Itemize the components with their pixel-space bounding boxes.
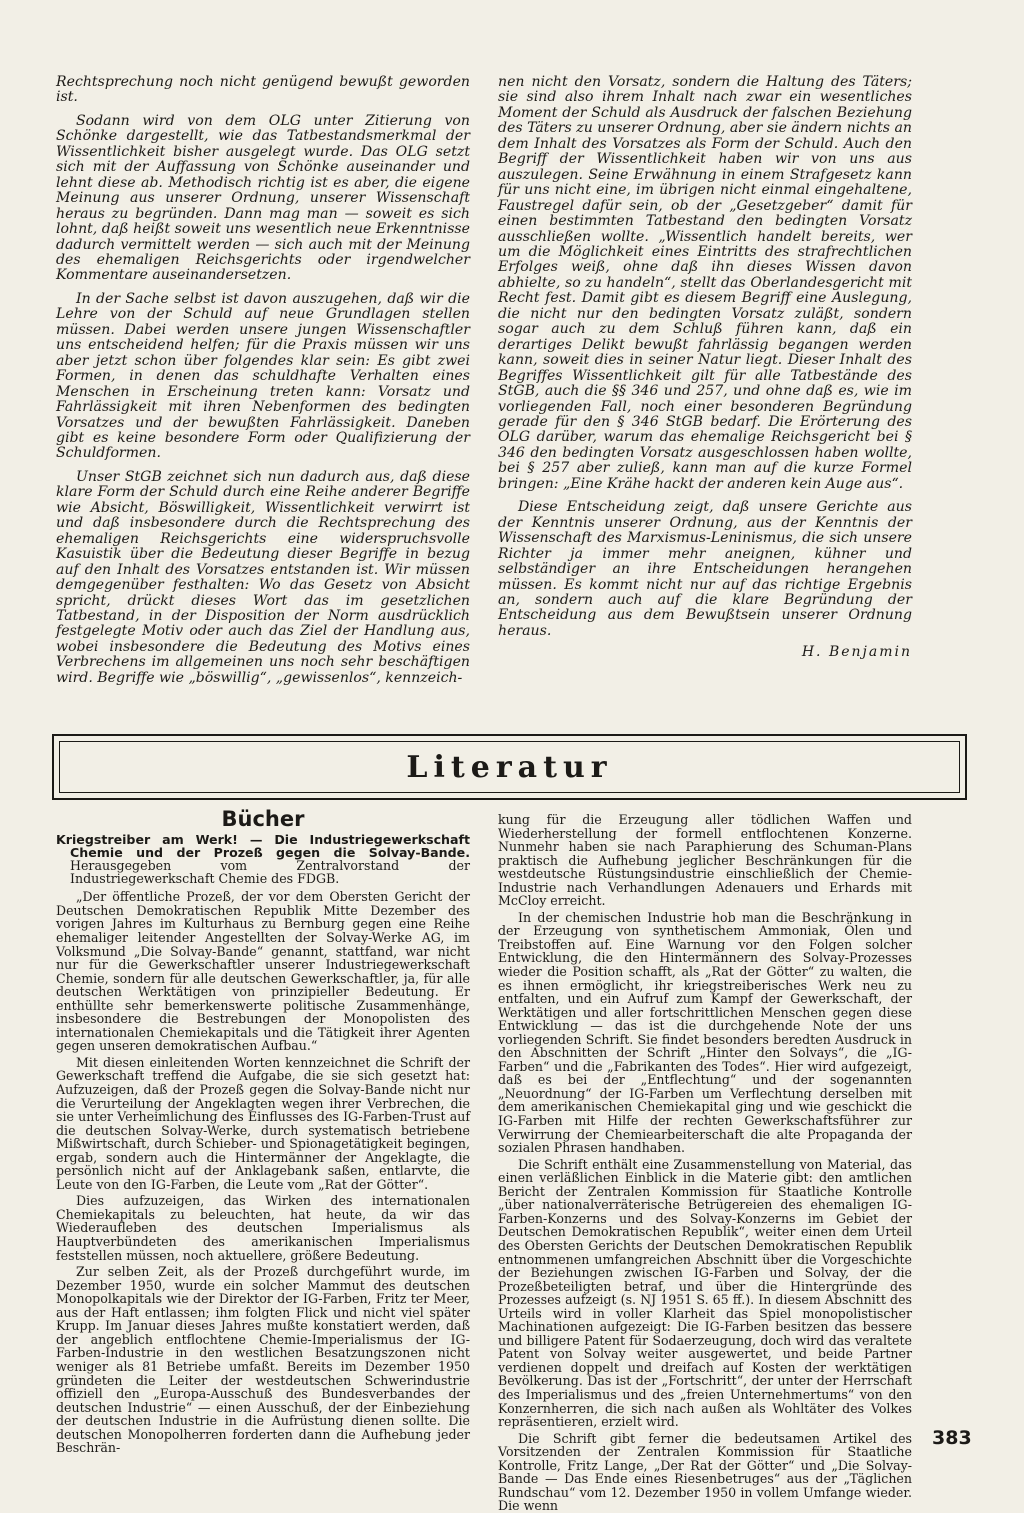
- review-paragraph: Mit diesen einleitenden Worten kennzeichnet die Schrift der Gewerkschaft treffend die Aufgabe, die sie sich gesetzt hat: Aufzuzeigen, daß der Prozeß gegen die Solvay-Bande nicht nur die Verurteilung der Angeklagten wegen ihrer Verbrechen, die sie unter Verheimlichung des Einflusses des IG-Farben-Trust auf die deutschen Solvay-Werke, durch systematisch betriebene Mißwirtschaft, durch Schieber- und Spionagetätigkeit begingen, ergab, sondern auch die Hintermänner der Angeklagte, die persönlich nicht auf der Anklagebank saßen, entlarvte, die Leute von den IG-Farben, die Leute vom „Rat der Götter“.: [56, 1054, 470, 1192]
- article-right-column: [498, 75, 912, 661]
- section-title: Literatur: [406, 749, 613, 785]
- article-paragraph: nen nicht den Vorsatz, sondern die Haltung des Täters; sie sind also ihrem Inhalt nach zwar ein wesentliches Moment der Schuld als Ausdruck der falschen Beziehung des Täters zu unserer Ordnung, aber sie ändern nichts an dem Inhalt des Vorsatzes als Form der Schuld. Auch den Begriff der Wissentlichkeit haben wir von uns aus auszulegen. Seine Erwähnung in einem Strafgesetz kann für uns nicht eine, im übrigen nicht einmal eingehaltene, Faustregel dafür sein, ob der „Gesetzgeber“ damit für einen bestimmten Tatbestand den bedingten Vorsatz ausschließen wollte. „Wissentlich handelt bereits, wer um die Möglichkeit eines Eintritts des strafrechtlichen Erfolges weiß, ohne daß ihn dieses Wissen davon abhielte, so zu handeln“, stellt das Oberlandesgericht mit Recht fest. Damit gibt es diesem Begriff eine Auslegung, die nicht nur den bedingten Vorsatz zuläßt, sondern sogar auch zu dem Schluß führen kann, daß ein derartiges Delikt bewußt fahrlässig begangen werden kann, soweit dies in seiner Natur liegt. Dieser Inhalt des Begriffes Wissentlichkeit gilt für alle Tatbestände des StGB, auch die §§ 346 und 257, und ohne daß es, wie im vorliegenden Fall, noch einer besonderen Begründung gerade für den § 346 StGB bedarf. Die Erörterung des OLG darüber, warum das ehemalige Reichsgericht bei § 346 den bedingten Vorsatz ausgeschlossen haben wollte, bei § 257 aber zuließ, kann man auf die kurze Formel bringen: „Eine Krähe hackt der anderen kein Auge aus“.: [498, 74, 912, 492]
- article-left-column: [56, 75, 470, 686]
- article-paragraph: Sodann wird von dem OLG unter Zitierung von Schönke dargestellt, wie das Tatbestandsmerkmal der Wissentlichkeit bisher ausgelegt wurde. Das OLG setzt sich mit der Auffassung von Schönke auseinander und lehnt diese ab. Methodisch richtig ist es aber, die eigene Meinung aus unserer Ordnung, unserer Wissenschaft heraus zu begründen. Dann mag man — soweit es sich lohnt, daß heißt soweit uns wesentlich neue Erkenntnisse dadurch vermittelt werden — sich auch mit der Meinung des ehemaligen Reichsgerichts oder irgendwelcher Kommentare auseinandersetzen.: [56, 112, 470, 284]
- section-header-box: [52, 734, 967, 800]
- review-paragraph: „Der öffentliche Prozeß, der vor dem Obersten Gericht der Deutschen Demokratischen Republik Mitte Dezember des vorigen Jahres im Kulturhaus zu Bernburg gegen eine Reihe ehemaliger leitender Angestellten der Solvay-Werke AG, im Volksmund „Die Solvay-Bande“ genannt, stattfand, war nicht nur für die Gewerkschaftler unserer Industriegewerkschaft Chemie, sondern für alle deutschen Gewerkschaftler, ja, für alle deutschen Werktätigen von prinzipieller Bedeutung. Er enthüllte sehr bemerkenswerte politische Zusammenhänge, insbesondere die Bestrebungen der Monopolisten des internationalen Chemiekapitals und die Tätigkeit ihrer Agenten gegen unseren demokratischen Aufbau.“: [56, 889, 470, 1054]
- article-paragraph: Diese Entscheidung zeigt, daß unsere Gerichte aus der Kenntnis unserer Ordnung, aus der Kenntnis der Wissenschaft des Marxismus-Leninismus, die sich unsere Richter ja immer mehr aneignen, kühner und selbständiger an ihre Entscheidungen herangehen müssen. Es kommt nicht nur auf das richtige Ergebnis an, sondern auch auf die klare Begründung der Entscheidung aus dem Bewußtsein unserer Ordnung heraus.: [498, 499, 912, 639]
- review-paragraph: In der chemischen Industrie hob man die Beschränkung in der Erzeugung von synthetischem Ammoniak, Ölen und Treibstoffen auf. Eine Warnung vor den Folgen solcher Entwicklung, die den Hintermännern des Solvay-Prozesses wieder die Position schafft, als „Rat der Götter“ zu walten, die es ihnen ermöglicht, ihr kriegstreiberisches Werk neu zu entfalten, und ein Aufruf zum Kampf der Gewerkschaft, der Werktätigen und aller fortschrittlichen Menschen gegen diese Entwicklung — das ist die durchgehende Note der uns vorliegenden Schrift. Sie findet besonders beredten Ausdruck in den Abschnitten der Schrift „Hinter den Solvays“, die „IG-Farben“ und die „Fabrikanten des Todes“. Hier wird aufgezeigt, daß es bei der „Entflechtung“ und der sogenannten „Neuordnung“ der IG-Farben um Verflechtung derselben mit dem amerikanischen Chemiekapital ging und wie geschickt die IG-Farben mit Hilfe der rechten Gewerkschaftsführer zur Verwirrung der Chemiearbeiterschaft die alte Propaganda der sozialen Phrasen handhaben.: [498, 909, 912, 1156]
- review-left-column: [56, 807, 470, 1456]
- review-right-column: [498, 813, 912, 1513]
- author-signature: H. Benjamin: [801, 644, 912, 661]
- book-publisher: Herausgegeben vom Zentralvorstand der Industriegewerkschaft Chemie des FDGB.: [70, 857, 470, 887]
- section-header-inner-frame: [59, 741, 960, 793]
- review-paragraph: Die Schrift gibt ferner die bedeutsamen Artikel des Vorsitzenden der Zentralen Kommission für Staatliche Kontrolle, Fritz Lange, „Der Rat der Götter“ und „Die Solvay-Bande — Das Ende eines Riesenbetruges“ aus der „Täglichen Rundschau“ vom 12. Dezember 1950 in vollem Umfange wieder. Die wenn: [498, 1430, 912, 1513]
- book-title: Kriegstreiber am Werk! — Die Industriegewerkschaft Chemie und der Prozeß gegen die Solvay-Bande.: [56, 831, 470, 860]
- review-paragraph: kung für die Erzeugung aller tödlichen Waffen und Wiederherstellung der formell entflochtenen Konzerne. Nunmehr haben sie nach Paraphierung des Schuman-Plans praktisch die Aufhebung jeglicher Beschränkungen für die westdeutsche Rüstungsindustrie einschließlich der Chemie-Industrie nach Verhandlungen Adenauers und Erhards mit McCloy erreicht.: [498, 812, 912, 909]
- review-paragraph: Zur selben Zeit, als der Prozeß durchgeführt wurde, im Dezember 1950, wurde ein solcher Mammut des deutschen Monopolkapitals wie der Direktor der IG-Farben, Fritz ter Meer, aus der Haft entlassen; ihm folgten Flick und nicht viel später Krupp. Im Januar dieses Jahres mußte konstatiert werden, daß der angeblich entflochtene Chemie-Imperialismus der IG-Farben-Industrie in den westlichen Besatzungszonen nicht weniger als 81 Betriebe umfaßt. Bereits im Dezember 1950 gründeten die Leiter der westdeutschen Schwerindustrie offiziell den „Europa-Ausschuß des Bundesverbandes der deutschen Industrie“ — einen Ausschuß, der der Einbeziehung der deutschen Industrie in die Aufrüstung dienen sollte. Die deutschen Monopolherren forderten dann die Aufhebung jeder Beschrän-: [56, 1264, 470, 1456]
- article-paragraph: In der Sache selbst ist davon auszugehen, daß wir die Lehre von der Schuld auf neue Grundlagen stellen müssen. Dabei werden unsere jungen Wissenschaftler uns entscheidend helfen; für die Praxis müssen wir uns aber jetzt schon über folgendes klar sein: Es gibt zwei Formen, in denen das schuldhafte Verhalten eines Menschen in Erscheinung treten kann: Vorsatz und Fahrlässigkeit mit ihren Nebenformen des bedingten Vorsatzes und der bewußten Fahrlässigkeit. Daneben gibt es keine besondere Form oder Qualifizierung der Schuldformen.: [56, 290, 470, 462]
- article-paragraph: Rechtsprechung noch nicht genügend bewußt geworden ist.: [56, 74, 470, 106]
- article-paragraph: Unser StGB zeichnet sich nun dadurch aus, daß diese klare Form der Schuld durch eine Reihe anderer Begriffe wie Absicht, Böswilligkeit, Wissentlichkeit verwirrt ist und daß insbesondere durch die Rechtsprechung des ehemaligen Reichsgerichts eine widerspruchsvolle Kasuistik über die Bedeutung dieser Begriffe in bezug auf den Inhalt des Vorsatzes entstanden ist. Wir müssen demgegenüber festhalten: Wo das Gesetz von Absicht spricht, drückt dieses Wort das im gesetzlichen Tatbestand, in der Disposition der Norm ausdrücklich festgelegte Motiv oder auch das Ziel der Handlung aus, wobei insbesondere die Bedeutung des Motivs eines Verbrechens im allgemeinen uns noch sehr beschäftigen wird. Begriffe wie „böswillig“, „gewissenlos“, kennzeich-: [56, 468, 470, 686]
- review-paragraph: Die Schrift enthält eine Zusammenstellung von Material, das einen verläßlichen Einblick in die Materie gibt: den amtlichen Bericht der Zentralen Kommission für Staatliche Kontrolle „über nationalverräterische Betrügereien des ehemaligen IG-Farben-Konzerns und des Solvay-Konzerns im Gebiet der Deutschen Demokratischen Republik“, weiter einen dem Urteil des Obersten Gerichts der Deutschen Demokratischen Republik entnommenen umfangreichen Abschnitt über die Vorgeschichte der Beziehungen zwischen IG-Farben und Solvay, der die Prozeßbeteiligten betraf, und über die Hintergründe des Prozesses aufzeigt (s. NJ 1951 S. 65 ff.). In diesem Abschnitt des Urteils wird in voller Klarheit das Spiel monopolistischer Machinationen aufgezeigt: Die IG-Farben besitzen das bessere und billigere Patent für Sodaerzeugung, doch wird das veraltete Patent von Solvay weiter ausgewertet, und beide Partner verdienen doppelt und dreifach auf Kosten der werktätigen Bevölkerung. Das ist der „Fortschritt“, der unter der Herrschaft des Imperialismus und des „freien Unternehmertums“ von den Konzernherren, die sich nach außen als Wohltäter des Volkes repräsentieren, erzielt wird.: [498, 1156, 912, 1430]
- books-heading: Bücher: [221, 807, 305, 831]
- page-number: 383: [932, 1427, 972, 1449]
- book-reference: [56, 833, 470, 886]
- review-paragraph: Dies aufzuzeigen, das Wirken des internationalen Chemiekapitals zu beleuchten, hat heute, da wir das Wiederaufleben des deutschen Imperialismus als Hauptverbündeten des amerikanischen Imperialismus feststellen müssen, noch aktuellere, größere Bedeutung.: [56, 1193, 470, 1263]
